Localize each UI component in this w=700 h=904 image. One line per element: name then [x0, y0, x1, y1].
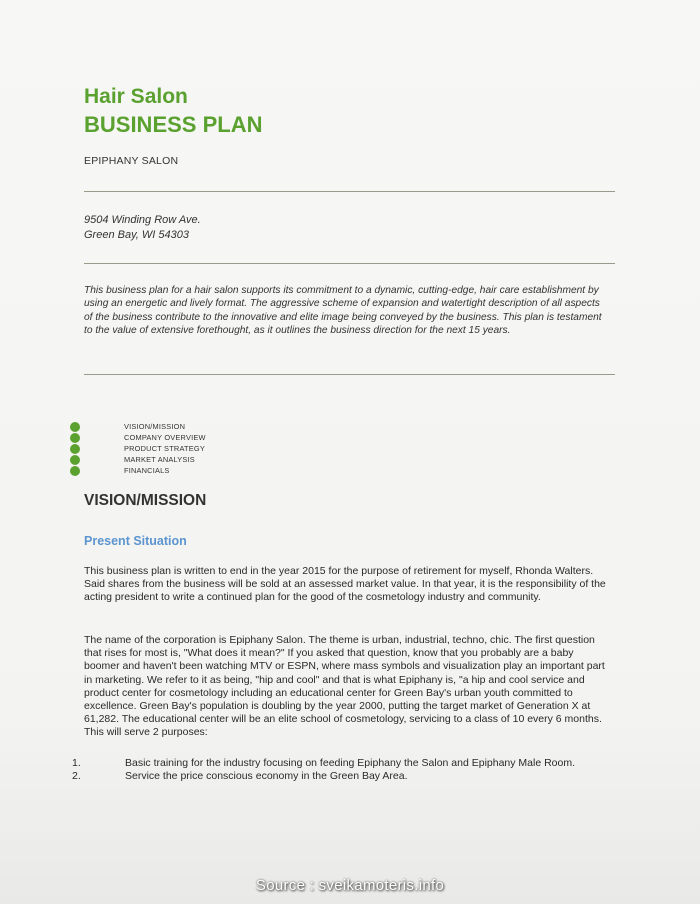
intro-paragraph: This business plan for a hair salon supports its commitment to a dynamic, cutting-edge, hair care establishment by using an energetic and lively format. The aggressive scheme of expansion and watertight description of all aspects of the business contribute to the innovative and elite image being conveyed by the business. This plan is testament to the value of extensive forethought, as it outlines the business direction for the next 15 years.: [84, 285, 602, 337]
address-block: [84, 213, 201, 242]
toc-item[interactable]: [70, 421, 206, 432]
list-text: Basic training for the industry focusing on feeding Epiphany the Salon and Epiphany Male Room.: [125, 757, 576, 769]
subsection-heading: Present Situation: [84, 534, 187, 548]
toc-label: VISION/MISSION: [124, 422, 186, 431]
bullet-icon: [70, 466, 80, 476]
divider-2: [84, 263, 615, 264]
list-number: 2.: [72, 770, 81, 782]
list-item: [72, 757, 632, 770]
toc-label: FINANCIALS: [124, 466, 170, 475]
address-line-2: Green Bay, WI 54303: [84, 228, 189, 241]
title-line-2: BUSINESS PLAN: [84, 112, 263, 137]
body-paragraph-1: This business plan is written to end in the year 2015 for the purpose of retirement for myself, Rhonda Walters. Said shares from the business will be sold at an assessed market value. In that year, it is the responsibility of the acting president to write a continued plan for the good of the cosmetology industry and community.: [84, 565, 606, 604]
toc-item[interactable]: [70, 454, 206, 465]
toc-label: PRODUCT STRATEGY: [124, 444, 205, 453]
bullet-icon: [70, 444, 80, 454]
list-number: 1.: [72, 757, 81, 769]
bullet-icon: [70, 422, 80, 432]
toc-item[interactable]: [70, 465, 206, 476]
source-watermark: Source : sveikamoteris.info: [255, 877, 445, 894]
body-paragraph-2: The name of the corporation is Epiphany Salon. The theme is urban, industrial, techno, chic. The first question that rises for most is, "What does it mean?" If you asked that question, know that you probably are a baby boomer and haven't been watching MTV or ESPN, where mass symbols and visualization play an important part in marketing. We refer to it as being, "hip and cool" and that is what Epiphany is, "a hip and cool service and product center for cosmetology including an educational center for Green Bay's urban youth committed to excellence. Green Bay's population is doubling by the year 2000, putting the target market of Generation X at 61,282. The educational center will be an elite school of cosmetology, servicing to a class of 10 every 6 months. This will serve 2 purposes:: [84, 634, 605, 739]
bullet-icon: [70, 433, 80, 443]
table-of-contents: [70, 421, 206, 476]
toc-item[interactable]: [70, 432, 206, 443]
bullet-icon: [70, 455, 80, 465]
title-line-1: Hair Salon: [84, 85, 188, 108]
list-text: Service the price conscious economy in the Green Bay Area.: [125, 770, 408, 782]
address-line-1: 9504 Winding Row Ave.: [84, 214, 201, 226]
toc-label: MARKET ANALYSIS: [124, 455, 195, 464]
list-item: [72, 770, 632, 783]
company-name: EPIPHANY SALON: [84, 155, 179, 167]
toc-label: COMPANY OVERVIEW: [124, 433, 206, 442]
divider-3: [84, 374, 615, 375]
toc-item[interactable]: [70, 443, 206, 454]
divider-1: [84, 191, 615, 192]
section-heading: VISION/MISSION: [84, 492, 207, 509]
